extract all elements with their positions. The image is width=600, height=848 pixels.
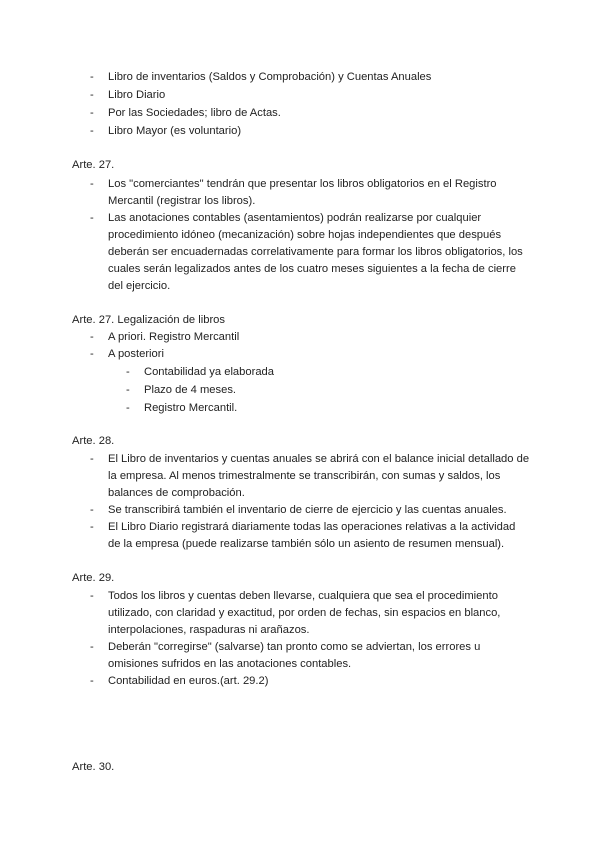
list-item-line: El Libro Diario registrará diariamente todas las operaciones relativas a la actividad <box>108 521 516 533</box>
sub-bullet-dash: - <box>126 384 130 396</box>
list-item: A posteriori <box>108 348 164 360</box>
list-item-line: Contabilidad en euros.(art. 29.2) <box>108 675 269 687</box>
list-item: Libro de inventarios (Saldos y Comprobación) y Cuentas Anuales <box>108 71 432 83</box>
list-item: Libro Mayor (es voluntario) <box>108 125 242 137</box>
list-item: Por las Sociedades; libro de Actas. <box>108 107 281 119</box>
list-item-line: Se transcribirá también el inventario de cierre de ejercicio y las cuentas anuales. <box>108 504 507 516</box>
list-item-line: omisiones sufridos en las anotaciones contables. <box>108 658 352 670</box>
list-item-line: El Libro de inventarios y cuentas anuales se abrirá con el balance inicial detallado de <box>108 453 530 465</box>
bullet-dash: - <box>90 212 94 224</box>
bullet-dash: - <box>90 348 94 360</box>
list-item-line: deberán ser encuadernadas correlativamente para formar los libros obligatorios, los <box>108 246 523 258</box>
list-item-line: cuales serán legalizados antes de los cuatro meses siguientes a la fecha de cierre <box>108 263 516 275</box>
list-item-line: utilizado, con claridad y exactitud, por orden de fechas, sin espacios en blanco, <box>108 607 501 619</box>
bullet-dash: - <box>90 675 94 687</box>
section-heading: Arte. 27. Legalización de libros <box>72 314 225 326</box>
sub-list-item: Contabilidad ya elaborada <box>144 366 274 378</box>
section-heading: Arte. 27. <box>72 159 115 171</box>
bullet-dash: - <box>90 453 94 465</box>
list-item-line: interpolaciones, raspaduras ni arañazos. <box>108 624 310 636</box>
list-item-line: procedimiento idóneo (mecanización) sobre hojas independientes que después <box>108 229 502 241</box>
section-heading: Arte. 30. <box>72 761 115 773</box>
bullet-dash: - <box>90 178 94 190</box>
bullet-dash: - <box>90 125 94 137</box>
bullet-dash: - <box>90 331 94 343</box>
sub-bullet-dash: - <box>126 402 130 414</box>
bullet-dash: - <box>90 107 94 119</box>
bullet-dash: - <box>90 521 94 533</box>
list-item-line: Deberán "corregirse" (salvarse) tan pronto como se adviertan, los errores u <box>108 641 481 653</box>
bullet-dash: - <box>90 590 94 602</box>
list-item-line: de la empresa (puede realizarse también sólo un asiento de resumen mensual). <box>108 538 505 550</box>
sub-list-item: Registro Mercantil. <box>144 402 238 414</box>
list-item-line: Los "comerciantes" tendrán que presentar los libros obligatorios en el Registro <box>108 178 497 190</box>
list-item-line: Mercantil (registrar los libros). <box>108 195 256 207</box>
sub-list-item: Plazo de 4 meses. <box>144 384 237 396</box>
list-item: Libro Diario <box>108 89 166 101</box>
section-heading: Arte. 28. <box>72 435 115 447</box>
bullet-dash: - <box>90 89 94 101</box>
sub-bullet-dash: - <box>126 366 130 378</box>
section-heading: Arte. 29. <box>72 572 115 584</box>
bullet-dash: - <box>90 71 94 83</box>
list-item-line: balances de comprobación. <box>108 487 245 499</box>
list-item-line: del ejercicio. <box>108 280 171 292</box>
bullet-dash: - <box>90 641 94 653</box>
list-item-line: la empresa. Al menos trimestralmente se transcribirán, con sumas y saldos, los <box>108 470 501 482</box>
list-item-line: Todos los libros y cuentas deben llevarse, cualquiera que sea el procedimiento <box>108 590 498 602</box>
list-item: A priori. Registro Mercantil <box>108 331 240 343</box>
list-item-line: Las anotaciones contables (asentamientos) podrán realizarse por cualquier <box>108 212 482 224</box>
bullet-dash: - <box>90 504 94 516</box>
